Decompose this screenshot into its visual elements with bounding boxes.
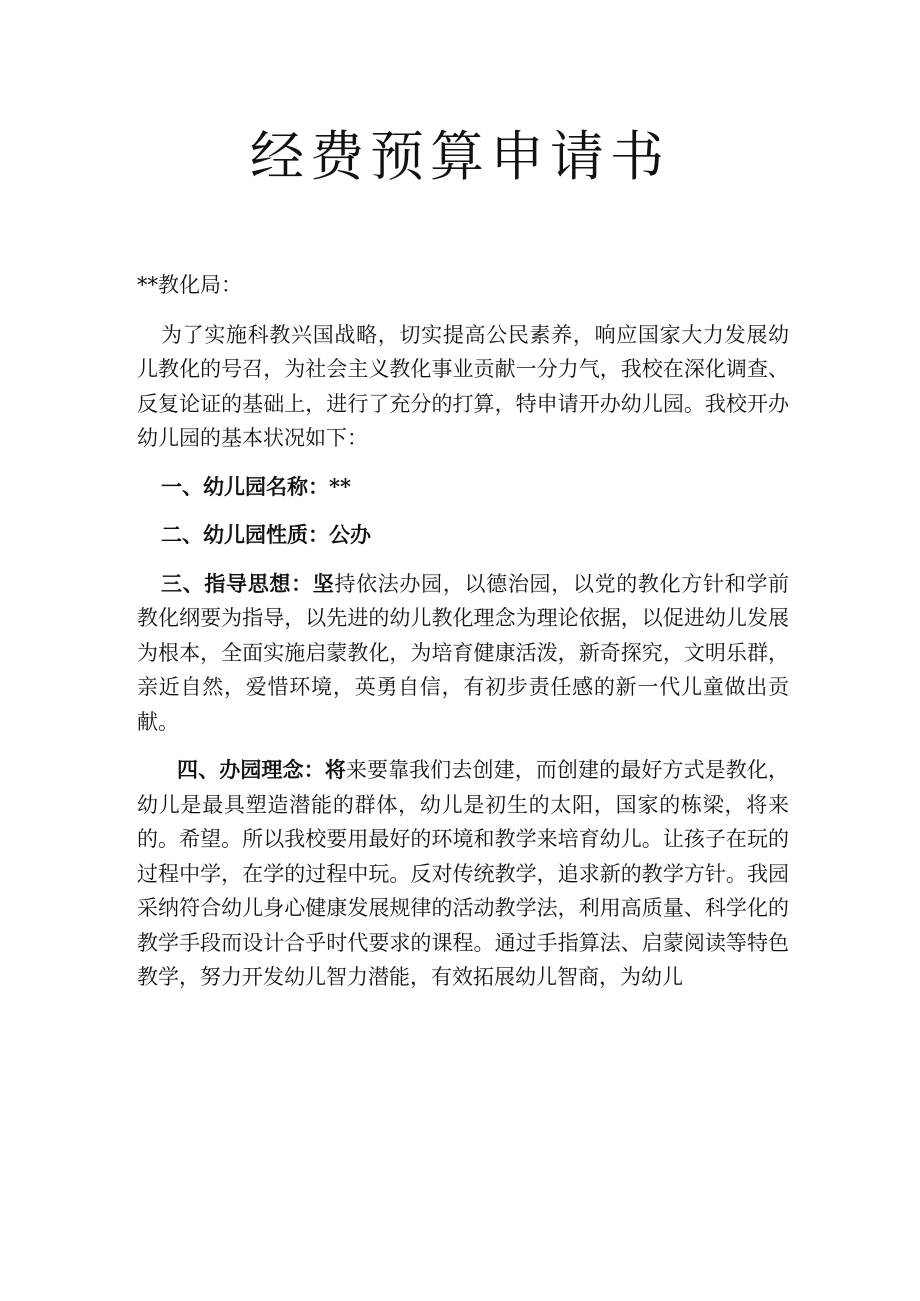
item-guiding-label: 三、指导思想：	[161, 570, 313, 596]
item-philosophy-paragraph	[137, 753, 789, 995]
item-name-line	[137, 470, 789, 505]
item-philosophy-text: 来要靠我们去创建，而创建的最好方式是教化，幼儿是最具塑造潜能的群体，幼儿是初生的太阳，国家的栋梁，将来的。希望。所以我校要用最好的环境和教学来培育幼儿。让孩子在玩的过程中学，在学的过程中玩。反对传统教学，追求新的教学方针。我园采纳符合幼儿身心健康发展规律的活动教学法，利用高质量、科学化的教学手段而设计合乎时代要求的课程。通过手指算法、启蒙阅读等特色教学，努力开发幼儿智力潜能，有效拓展幼儿智商，为幼儿	[137, 758, 790, 989]
item-nature-line	[137, 518, 789, 553]
item-guiding-paragraph	[137, 567, 789, 740]
item-nature-value: 公办	[329, 522, 371, 547]
document-title: 经费预算申请书	[250, 125, 670, 188]
item-nature-label: 二、幼儿园性质：	[161, 522, 329, 547]
salutation: **教化局：	[137, 273, 242, 297]
item-guiding-text: 持依法办园，以德治园，以党的教化方针和学前教化纲要为指导，以先进的幼儿教化理念为理论依据，以促进幼儿发展为根本，全面实施启蒙教化，为培育健康活泼，新奇探究，文明乐群，亲近自然，爱惜环境，英勇自信，有初步责任感的新一代儿童做出贡献。	[137, 571, 790, 734]
item-guiding-lead: 坚	[312, 570, 335, 596]
item-name-label: 一、幼儿园名称：	[161, 473, 329, 499]
item-name-value: **	[329, 473, 351, 499]
item-philosophy-lead: 将	[324, 757, 346, 782]
intro-paragraph: 为了实施科教兴国战略，切实提高公民素养，响应国家大力发展幼儿教化的号召，为社会主义教化事业贡献一分力气，我校在深化调查、反复论证的基础上，进行了充分的打算，特申请开办幼儿园。我校开办幼儿园的基本状况如下：	[137, 322, 789, 450]
item-philosophy-label: 四、办园理念：	[177, 757, 325, 782]
document-body	[137, 268, 789, 995]
